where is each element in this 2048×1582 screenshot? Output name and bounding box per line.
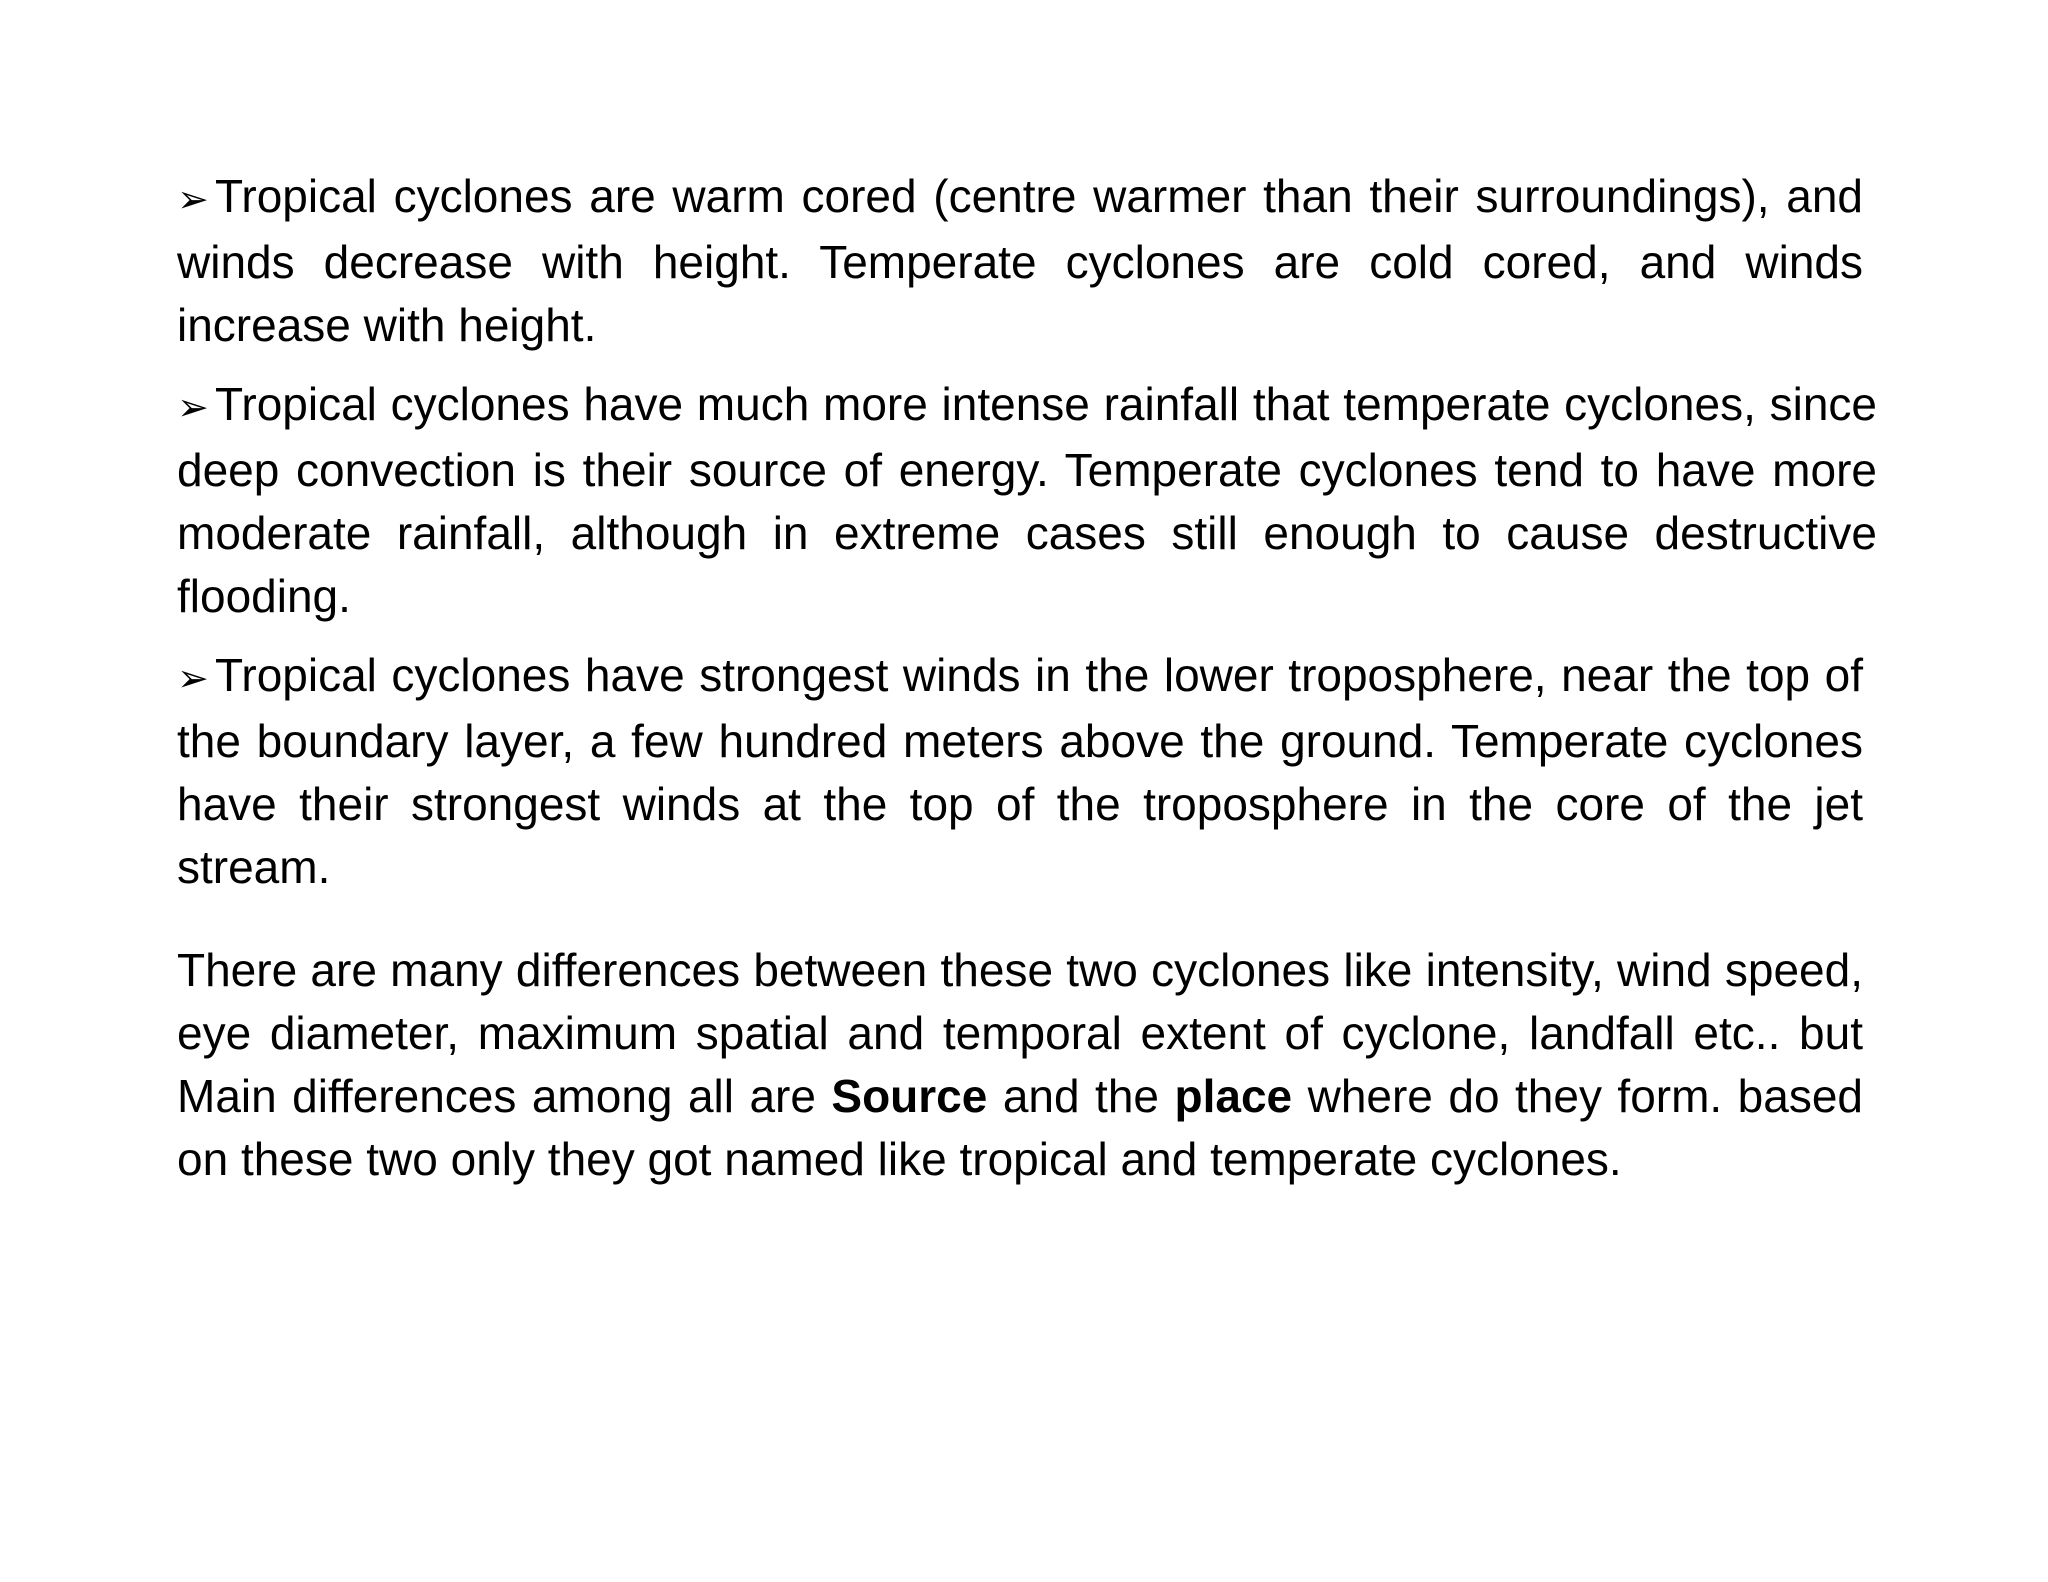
slide-content [177,165,1877,1237]
arrow-bullet-icon: ➢ [177,656,209,700]
summary-text-part1: There are many differences between these two cyclones like intensity, wind speed, eye diameter, maximum spatial and temporal extent of cyclone, landfall etc.. but Main differences among all are [177,944,1863,1122]
summary-bold-source: Source [831,1070,988,1122]
bullet-text: Tropical cyclones are warm cored (centre warmer than their surroundings), and winds decrease with height. Temperate cyclones are cold cored, and winds increase with height. [177,170,1863,351]
bullet-warm-core [177,165,1863,357]
bullet-text: Tropical cyclones have much more intense rainfall that temperate cyclones, since deep convection is their source of energy. Temperate cyclones tend to have more moderate rainfall, although in extreme cases still enough to cause destructive flooding. [177,378,1877,622]
summary-paragraph [177,939,1863,1191]
summary-bold-place: place [1174,1070,1293,1122]
bullet-text: Tropical cyclones have strongest winds in the lower troposphere, near the top of the boundary layer, a few hundred meters above the ground. Temperate cyclones have their strongest winds at the top of the troposphere in the core of the jet stream. [177,649,1863,893]
summary-text-part2: and the [987,1070,1175,1122]
arrow-bullet-icon: ➢ [177,177,209,221]
arrow-bullet-icon: ➢ [177,385,209,429]
bullet-strongest-winds [177,644,1863,899]
bullet-rainfall [177,373,1877,628]
summary-text-part3: where do they form. based on these two only they got named like tropical and temperate cyclones. [177,1070,1863,1185]
